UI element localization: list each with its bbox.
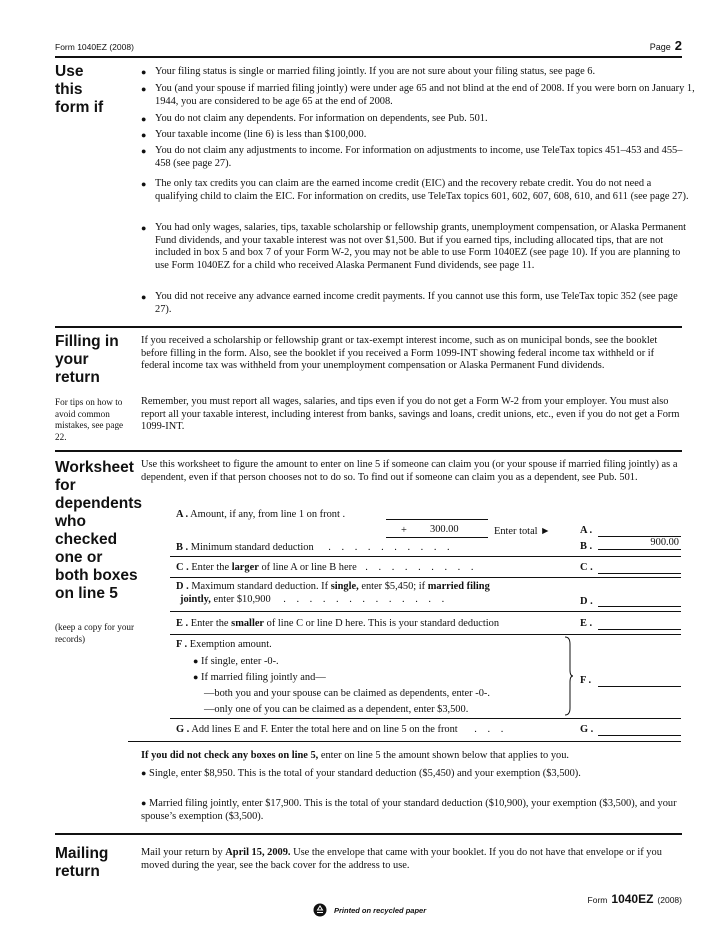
page-number: Page 2 — [649, 38, 682, 53]
line-g-letter: G . — [580, 724, 594, 735]
mailing-title: Mailing return — [55, 845, 109, 880]
line-f-letter: F . — [580, 675, 592, 686]
header-rule — [55, 56, 682, 58]
eligibility-bullet: ● You do not claim any dependents. For information on dependents, see Pub. 501. — [141, 113, 695, 126]
mailing-paragraph: Mail your return by April 15, 2009. Use the envelope that came with your booklet. If you do not have that envelope or if you moved during the year, see the back cover for the address to use. — [141, 847, 662, 871]
eligibility-bullet: ● Your filing status is single or married filing jointly. If you are not sure about your filing status, see page 6. — [141, 66, 695, 79]
tips-note: For tips on how to avoid common mistakes, see page 22. — [55, 397, 124, 442]
eligibility-bullet: ● You had only wages, salaries, tips, taxable scholarship or fellowship grants, unemployment compensation, or Alaska Permanent Fund dividends, and your taxable interest was not over $1,500. But if you earned tips, including allocated tips, that are not included in box 5 and box 7 of your Form W-2, you may not be able to use Form 1040EZ (see page 10). If you are planning to use Form 1040EZ for a child who received Alaska Permanent Fund dividends, see page 11. — [141, 222, 695, 272]
brace-icon — [563, 636, 573, 716]
line-f-option-both: —both you and your spouse can be claimed as dependents, enter -0-. — [204, 688, 490, 699]
line-a-sum-rule — [386, 537, 488, 538]
section-rule — [55, 450, 682, 452]
line-d-text-2: jointly, enter $10,900 . . . . . . . . . . . . . — [180, 594, 449, 605]
use-form-title: Use this form if — [55, 63, 104, 116]
filling-paragraph-2: Remember, you must report all wages, salaries, and tips even if you do not get a Form W-2 from your employer. You must also report all your taxable interest, including interest from banks, savings and loans, credit unions, etc., even if you do not get a Form 1099-INT. — [141, 396, 680, 433]
eligibility-bullet: ● The only tax credits you can claim are the earned income credit (EIC) and the recovery rebate credit. You do not need a qualifying child to claim the EIC. For information on credits, use TeleTax topics 601, 602, 607, 608, 610, and 611 (see page 27). — [141, 178, 695, 203]
line-d-letter: D . — [580, 596, 593, 607]
filling-title: Filling in your return — [55, 333, 119, 386]
keep-copy-note: (keep a copy for your records) — [55, 622, 135, 644]
line-e-letter: E . — [580, 618, 593, 629]
line-e-text: E . Enter the smaller of line C or line D here. This is your standard deduction — [176, 618, 500, 629]
line-f-bullet-mfj: ● If married filing jointly and— — [193, 672, 326, 683]
line-a-field[interactable] — [598, 524, 681, 537]
line-g-field[interactable] — [598, 723, 681, 736]
filling-paragraph-1: If you received a scholarship or fellowship grant or tax-exempt interest income, such as on municipal bonds, see the booklet before filling in the form. Also, see the booklet if you received a Form 1099-INT showing federal income tax withheld or if federal income tax was withheld from your unemployment compensation or Alaska Permanent Fund dividends. — [141, 335, 658, 372]
eligibility-bullet: ● You did not receive any advance earned income credit payments. If you cannot use this form, use TeleTax topic 352 (see page 27). — [141, 291, 695, 316]
line-f-text: F . Exemption amount. — [176, 639, 272, 650]
worksheet-intro: Use this worksheet to figure the amount to enter on line 5 if someone can claim you (or your spouse if married filing jointly) as a dependent, even if that person chooses not to do so. To find out if someone can claim you as a dependent, see Pub. 501. — [141, 459, 678, 483]
row-rule — [170, 611, 681, 612]
mfj-amount-note: ● Married filing jointly, enter $17,900. This is the total of your standard deduction ($10,900), your exemption ($3,500), and your spouse’s exemption ($3,500). — [141, 798, 677, 822]
line-c-letter: C . — [580, 562, 593, 573]
line-b-field[interactable]: 900.00 — [598, 537, 681, 550]
line-f-bullet-single: ● If single, enter -0-. — [193, 656, 279, 667]
eligibility-bullet: ● Your taxable income (line 6) is less than $100,000. — [141, 129, 695, 142]
line-a-letter: A . — [580, 525, 593, 536]
worksheet-title: Worksheet for dependents who checked one or both boxes on line 5 — [55, 459, 142, 602]
line-e-field[interactable] — [598, 617, 681, 630]
row-rule — [170, 634, 681, 635]
line-a-wages-field[interactable] — [386, 507, 488, 520]
line-g-text: G . Add lines E and F. Enter the total here and on line 5 on the front . . . — [176, 724, 508, 735]
footer-form-id: Form 1040EZ (2008) — [587, 892, 682, 906]
row-rule — [170, 718, 681, 719]
recycled-paper-note: Printed on recycled paper — [334, 906, 427, 915]
line-a-plus: + — [401, 525, 407, 536]
row-rule — [170, 556, 681, 557]
row-rule — [128, 741, 681, 742]
eligibility-bullet: ● You do not claim any adjustments to income. For information on adjustments to income, use TeleTax topics 451–453 and 455–458 (see page 27). — [141, 145, 695, 170]
no-boxes-note: If you did not check any boxes on line 5, enter on line 5 the amount shown below that applies to you. — [141, 750, 570, 761]
line-b-text: B . Minimum standard deduction . . . . . . . . . . — [176, 542, 454, 553]
section-rule — [55, 833, 682, 835]
single-amount-note: ● Single, enter $8,950. This is the total of your standard deduction ($5,450) and your exemption ($3,500). — [141, 768, 581, 779]
line-f-field[interactable] — [598, 674, 681, 687]
line-b-letter: B . — [580, 541, 593, 552]
row-rule — [170, 577, 681, 578]
line-c-field[interactable] — [598, 561, 681, 574]
line-d-field[interactable] — [598, 594, 681, 607]
eligibility-bullet: ● You (and your spouse if married filing jointly) were under age 65 and not blind at the end of 2008. If you were born on January 1, 1944, you are considered to be age 65 at the end of 2008. — [141, 83, 695, 108]
recycle-icon — [313, 903, 327, 917]
enter-total-label: Enter total ► — [494, 526, 551, 537]
form-header: Form 1040EZ (2008) — [55, 42, 134, 52]
line-c-text: C . Enter the larger of line A or line B here . . . . . . . . . — [176, 562, 478, 573]
line-f-option-one: —only one of you can be claimed as a dependent, enter $3,500. — [204, 704, 469, 715]
line-a-text: A . Amount, if any, from line 1 on front . — [176, 509, 346, 520]
line-d-text: D . Maximum standard deduction. If single, enter $5,450; if married filing — [176, 581, 490, 592]
line-a-add-amount: 300.00 — [430, 524, 459, 535]
section-rule — [55, 326, 682, 328]
